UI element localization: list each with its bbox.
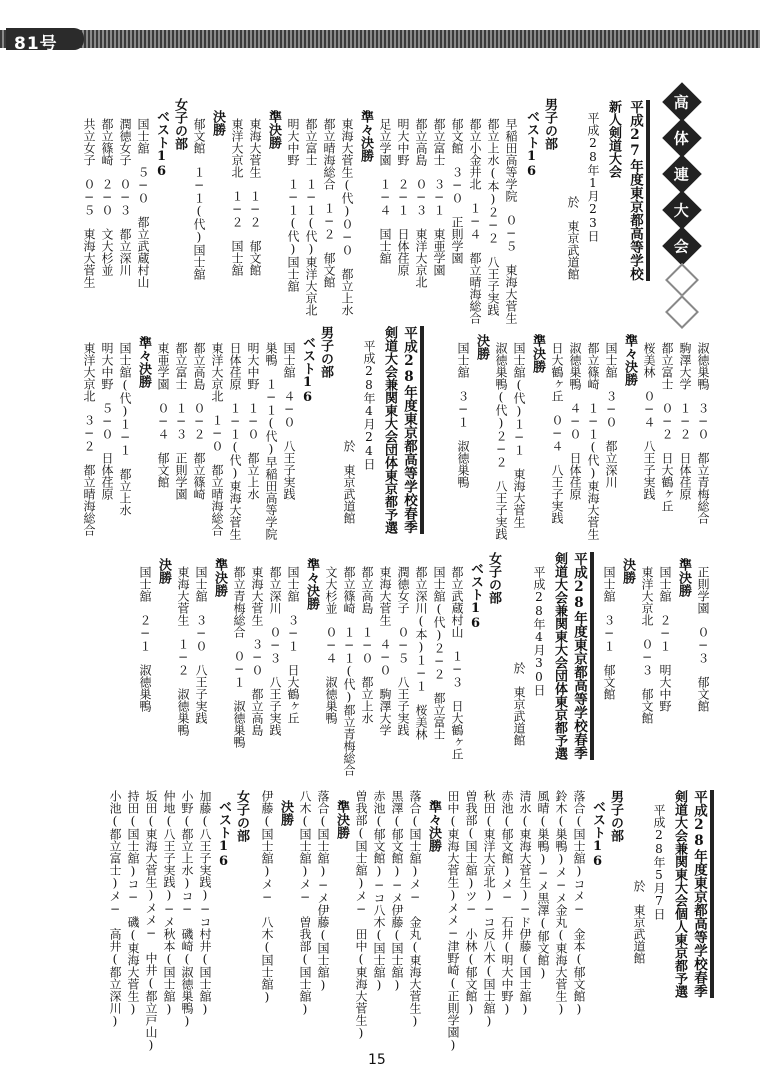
sec4-heading-best16: ベスト16: [590, 800, 605, 869]
list-item: 都立武蔵村山 １−３ 日大鶴ヶ丘: [450, 566, 464, 760]
list-item: 正則学園 ０−３ 郁文館: [696, 566, 710, 712]
list-item: 都立上水(本)２−２ 八王子実践: [486, 118, 500, 316]
list-item: 国士舘(代)２−２ 都立富士: [432, 566, 446, 740]
emblem-char-3: 連: [662, 154, 702, 194]
sec1-date: 平成28年1月23日: [586, 112, 600, 242]
sec1-heading-qf: 準々決勝: [358, 110, 373, 162]
list-item: 国士舘 ４−０ 八王子実践: [282, 342, 296, 500]
list-item: 都立篠崎 ２−０ 文大杉並: [100, 118, 114, 276]
list-item: 淑徳巣鴨 ３−０ 都立青梅総合: [696, 342, 710, 524]
sec4-venue: 於 東京武道館: [632, 880, 646, 964]
list-item: 田中(東海大菅生)メメ−津野崎(正則学園): [446, 790, 460, 1052]
header-band: [0, 30, 760, 48]
list-item: 日大鶴ヶ丘 ０−４ 八王子実践: [550, 342, 564, 524]
list-item: 都立深川(本)１−１ 桜美林: [414, 566, 428, 740]
sec4-heading-girls: 女子の部: [234, 790, 249, 842]
sec2-heading-boys: 男子の部: [318, 326, 333, 378]
list-item: 東海大菅生(代)０−０ 都立上水: [340, 118, 354, 316]
list-item: 小池(都立富士)メ− 高井(都立深川): [108, 790, 122, 1028]
sec2-title: 平成28年度東京都高等学校春季: [400, 326, 424, 534]
list-item: 郁文館 ３−０ 正則学園: [450, 118, 464, 264]
list-item: 淑徳巣鴨(代)２−２ 八王子実践: [494, 342, 508, 540]
list-item: 足立学園 １−４ 国士舘: [378, 118, 392, 264]
list-item: 国士舘 ２−１ 淑徳巣鴨: [138, 566, 152, 712]
list-item: 桜美林 ０−４ 八王子実践: [642, 342, 656, 500]
issue-number: 81号: [14, 34, 58, 54]
list-item: 潤徳女子 ０−３ 都立深川: [118, 118, 132, 276]
list-item: 曽我部(国士舘)メ− 田中(東海大菅生): [354, 790, 368, 1040]
list-item: 伊藤(国士舘)メ− 八木(国士舘): [260, 790, 274, 1004]
list-item: 潤徳女子 ０−５ 八王子実践: [396, 566, 410, 736]
emblem-char-2: 体: [662, 118, 702, 158]
list-item: 淑徳巣鴨 ４−０ 日体荏原: [568, 342, 582, 500]
sec3-venue: 於 東京武道館: [512, 662, 526, 746]
list-item: 都立深川 ０−３ 八王子実践: [268, 566, 282, 736]
sec2-heading-qf: 準々決勝: [136, 336, 151, 388]
list-item: 都立高島 １−０ 都立上水: [360, 566, 374, 724]
list-item: 郁文館 １−１(代)国士舘: [192, 118, 206, 280]
list-item: 落合(国士舘)−メ伊藤(国士舘): [316, 790, 330, 992]
list-item: 国士舘 ３−０ 八王子実践: [194, 566, 208, 724]
list-item: 東洋大京北 １−０ 都立晴海総合: [210, 342, 224, 536]
list-item: 都立小金井北 １−４ 都立晴海総合: [468, 118, 482, 324]
list-item: 都立富士 １−３ 正則学園: [174, 342, 188, 500]
page-number: 15: [368, 1052, 386, 1068]
list-item: 秋田(東洋大京北)−コ反八木(国士舘): [482, 790, 496, 1028]
sec3-subtitle: 剣道大会兼関東大会団体東京都予選: [552, 552, 567, 760]
sec1b-heading-qf: 準々決勝: [622, 334, 637, 386]
sec4-date: 平成28年5月7日: [652, 804, 666, 920]
list-item: 東洋大京北 ０−３ 郁文館: [640, 566, 654, 724]
emblem-char-5: 会: [662, 226, 702, 266]
emblem-diamonds: [662, 88, 702, 332]
list-item: 東洋大京北 ３−２ 都立晴海総合: [82, 342, 96, 536]
sec1b-heading-final: 決勝: [474, 334, 489, 360]
list-item: 日体荏原 １−１(代)東海大菅生: [228, 342, 242, 540]
sec3-title: 平成28年度東京都高等学校春季: [570, 552, 594, 760]
sec2b-heading-best16: ベスト16: [468, 562, 483, 631]
diamond-outline-icon: [665, 263, 699, 297]
list-item: 国士舘 ５−０ 都立武蔵村山: [136, 118, 150, 288]
sec2b-heading-sf: 準決勝: [676, 558, 691, 597]
sec2b-heading-girls: 女子の部: [486, 552, 501, 604]
sec1-title: 平成27年度東京都高等学校: [626, 100, 650, 281]
list-item: 落合(国士舘)メ− 金丸(東海大菅生): [408, 790, 422, 1028]
list-item: 鈴木(巣鴨)メ−メ金丸(東海大菅生): [554, 790, 568, 1016]
list-item: 小野(都立上水)コ− 磯崎(淑徳巣鴨): [180, 790, 194, 1028]
sec4-heading-boys: 男子の部: [608, 790, 623, 842]
sec1-heading-girls: 女子の部: [172, 98, 187, 150]
list-item: 国士舘 ３−１ 淑徳巣鴨: [456, 342, 470, 488]
sec4-heading-final: 決勝: [278, 800, 293, 826]
sec1-heading-best16: ベスト16: [524, 110, 539, 179]
list-item: 持田(国士舘)コ− 磯(東海大菅生): [126, 790, 140, 1016]
sec4-heading-sf: 準決勝: [334, 800, 349, 839]
list-item: 東海大菅生 ３−０ 都立高島: [250, 566, 264, 736]
list-item: 仲地(八王子実践)−メ秋本(国士舘): [162, 790, 176, 1016]
sec4-title: 平成28年度東京都高等学校春季: [690, 790, 714, 998]
list-item: 都立青梅総合 ０−１ 淑徳巣鴨: [232, 566, 246, 748]
sec4-heading-best16-girls: ベスト16: [216, 800, 231, 869]
list-item: 国士舘(代)１−１ 都立上水: [118, 342, 132, 516]
list-item: 国士舘 ２−１ 明大中野: [658, 566, 672, 712]
sec2-heading-best16: ベスト16: [300, 336, 315, 405]
list-item: 巣鴨 １−１(代)早稲田高等学院: [264, 342, 278, 540]
list-item: 八木(国士舘)メ− 曽我部(国士舘): [298, 790, 312, 1016]
sec1-heading-final: 決勝: [210, 110, 225, 136]
list-item: 黒澤(郁文館)−メ伊藤(国士舘): [390, 790, 404, 992]
list-item: 国士舘 ３−１ 日大鶴ヶ丘: [286, 566, 300, 724]
list-item: 早稲田高等学院 ０−５ 東海大菅生: [504, 118, 518, 324]
sec2b-heading-final2: 決勝: [156, 558, 171, 584]
sec2b-heading-final: 決勝: [620, 558, 635, 584]
list-item: 文大杉並 ０−４ 淑徳巣鴨: [324, 566, 338, 724]
list-item: 明大中野 １−０ 都立上水: [246, 342, 260, 500]
list-item: 都立富士 １−１(代)東洋大京北: [304, 118, 318, 316]
list-item: 坂田(東海大菅生)メメ− 中井(都立戸山): [144, 790, 158, 1052]
list-item: 明大中野 ５−０ 日体荏原: [100, 342, 114, 500]
sec4-heading-qf: 準々決勝: [426, 800, 441, 852]
sec2b-heading-sf2: 準決勝: [212, 558, 227, 597]
list-item: 都立篠崎 １−１(代)都立青梅総合: [342, 566, 356, 776]
list-item: 都立富士 ３−１ 東亜学園: [432, 118, 446, 276]
sec1-heading-boys: 男子の部: [542, 98, 557, 150]
sec1-heading-sf: 準決勝: [266, 110, 281, 149]
sec1b-heading-sf: 準決勝: [530, 334, 545, 373]
list-item: 落合(国士舘)コメ− 金本(郁文館): [572, 790, 586, 1016]
sec2b-heading-qf: 準々決勝: [304, 558, 319, 610]
list-item: 明大中野 ２−１ 日体荏原: [396, 118, 410, 276]
list-item: 国士舘(代)１−１ 東海大菅生: [512, 342, 526, 528]
list-item: 東亜学園 ０−４ 郁文館: [156, 342, 170, 488]
sec2-venue: 於 東京武道館: [342, 440, 356, 524]
list-item: 都立高島 ０−２ 都立篠崎: [192, 342, 206, 500]
sec3-date: 平成28年4月30日: [532, 566, 546, 696]
list-item: 東海大菅生 ４−０ 駒澤大学: [378, 566, 392, 736]
sec2-subtitle: 剣道大会兼関東大会団体東京都予選: [382, 326, 397, 534]
sec4-subtitle: 剣道大会兼関東大会個人東京都予選: [672, 790, 687, 998]
sec2-date: 平成28年4月24日: [362, 340, 376, 470]
sec1-venue: 於 東京武道館: [566, 196, 580, 280]
diamond-outline-icon: [665, 295, 699, 329]
list-item: 清水(東海大菅生)−ド伊藤(国士舘): [518, 790, 532, 1016]
list-item: 赤池(郁文館)メ− 石井(明大中野): [500, 790, 514, 1016]
list-item: 赤池(郁文館)−コ八木(国士舘): [372, 790, 386, 992]
sec1-heading-best16-girls: ベスト16: [154, 110, 169, 179]
emblem-char-1: 高: [662, 82, 702, 122]
list-item: 都立晴海総合 １−２ 郁文館: [322, 118, 336, 288]
list-item: 都立篠崎 １−１(代)東海大菅生: [586, 342, 600, 540]
list-item: 明大中野 １−１(代)国士舘: [286, 118, 300, 292]
list-item: 東洋大京北 １−２ 国士舘: [230, 118, 244, 276]
list-item: 都立富士 ０−２ 日大鶴ヶ丘: [660, 342, 674, 512]
list-item: 駒澤大学 １−２ 日体荏原: [678, 342, 692, 500]
list-item: 加藤(八王子実践)−コ村井(国士舘): [198, 790, 212, 1016]
list-item: 共立女子 ０−５ 東海大菅生: [82, 118, 96, 288]
list-item: 東海大菅生 １−２ 郁文館: [248, 118, 262, 276]
list-item: 曽我部(国士舘)ツ− 小林(郁文館): [464, 790, 478, 1016]
list-item: 風晴(巣鴨)−メ黒澤(郁文館): [536, 790, 550, 980]
sec1-subtitle: 新人剣道大会: [606, 100, 621, 178]
list-item: 東海大菅生 １−２ 淑徳巣鴨: [176, 566, 190, 736]
list-item: 国士舘 ３−０ 都立深川: [604, 342, 618, 488]
list-item: 国士舘 ３−１ 郁文館: [602, 566, 616, 700]
emblem-char-4: 大: [662, 190, 702, 230]
list-item: 都立高島 ０−３ 東洋大京北: [414, 118, 428, 288]
